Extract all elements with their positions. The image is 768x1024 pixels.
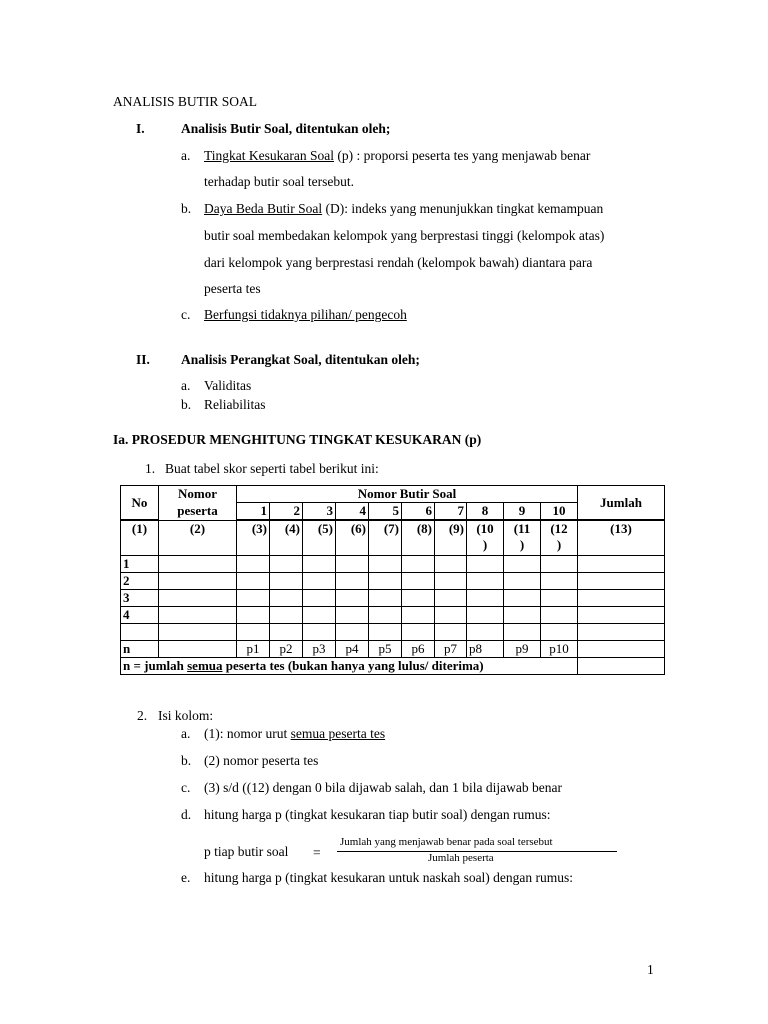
section-2-title: Analisis Perangkat Soal, ditentukan oleh; xyxy=(181,352,420,367)
p-value: p6 xyxy=(402,641,435,658)
item-b-line1 xyxy=(204,201,603,217)
header-col-5: 5 xyxy=(369,503,402,521)
formula-denominator: Jumlah peserta xyxy=(428,852,494,864)
header-jumlah: Jumlah xyxy=(578,486,665,521)
row-number xyxy=(121,624,159,641)
item-c-letter: c. xyxy=(181,307,191,322)
code-jumlah: (13) xyxy=(578,520,665,556)
item-b-line4: peserta tes xyxy=(204,281,261,296)
item-a-line1 xyxy=(204,148,590,164)
row-number: 1 xyxy=(121,556,159,573)
step-2-text: Isi kolom: xyxy=(158,708,214,723)
p-value: p8 xyxy=(467,641,504,658)
header-col-8: 8 xyxy=(467,503,504,521)
p-value: p4 xyxy=(336,641,369,658)
item-validitas: Validitas xyxy=(204,378,252,393)
step-2b-text: (2) nomor peserta tes xyxy=(204,753,319,768)
header-col-7: 7 xyxy=(435,503,467,521)
page-number: 1 xyxy=(647,962,654,977)
table-header-row-3 xyxy=(121,520,665,556)
item-reliabilitas: Reliabilitas xyxy=(204,397,266,412)
item-c-term: Berfungsi tidaknya pilihan/ pengecoh xyxy=(204,307,407,322)
step-2-number: 2. xyxy=(137,708,148,723)
step-2c-text: (3) s/d ((12) dengan 0 bila dijawab salah, dan 1 bila dijawab benar xyxy=(204,780,563,795)
table-note-row xyxy=(121,658,665,675)
code-col-9-a: (11 xyxy=(513,521,531,536)
step-1-number: 1. xyxy=(145,461,156,476)
p-value: p7 xyxy=(435,641,467,658)
p-value: p3 xyxy=(303,641,336,658)
step-2a-pre: (1): nomor urut xyxy=(204,726,291,741)
table-row xyxy=(121,590,665,607)
step-2a-letter: a. xyxy=(181,726,191,741)
row-number: 4 xyxy=(121,607,159,624)
table-row xyxy=(121,624,665,641)
code-col-10 xyxy=(541,520,578,556)
step-2d-letter: d. xyxy=(181,807,192,822)
step-2b-letter: b. xyxy=(181,753,192,768)
table-row xyxy=(121,607,665,624)
code-col-6: (8) xyxy=(402,520,435,556)
code-peserta: (2) xyxy=(159,520,237,556)
item-a-letter: a. xyxy=(181,148,191,163)
p-value: p2 xyxy=(270,641,303,658)
item-validitas-letter: a. xyxy=(181,378,191,393)
step-2d-text: hitung harga p (tingkat kesukaran tiap butir soal) dengan rumus: xyxy=(204,807,551,822)
section-1-number: I. xyxy=(136,121,145,136)
row-number: 3 xyxy=(121,590,159,607)
p-value: p10 xyxy=(541,641,578,658)
step-2e-letter: e. xyxy=(181,870,191,885)
item-a-text: (p) : proporsi peserta tes yang menjawab benar xyxy=(334,148,591,163)
code-col-1: (3) xyxy=(237,520,270,556)
code-col-7: (9) xyxy=(435,520,467,556)
section-2-number: II. xyxy=(136,352,150,367)
row-n-label: n xyxy=(121,641,159,658)
header-nomor: Nomor xyxy=(159,486,237,503)
section-ia-title: Ia. PROSEDUR MENGHITUNG TINGKAT KESUKARAN (p) xyxy=(113,432,482,447)
header-col-9: 9 xyxy=(504,503,541,521)
p-value: p9 xyxy=(504,641,541,658)
formula-lhs: p tiap butir soal xyxy=(204,844,289,859)
step-1-text: Buat tabel skor seperti tabel berikut ini: xyxy=(165,461,379,476)
header-col-10: 10 xyxy=(541,503,578,521)
step-2c-letter: c. xyxy=(181,780,191,795)
code-col-10-b: ) xyxy=(556,537,562,552)
table-header-row-1 xyxy=(121,486,665,503)
header-peserta: peserta xyxy=(159,503,237,521)
code-col-2: (4) xyxy=(270,520,303,556)
header-col-6: 6 xyxy=(402,503,435,521)
table-row xyxy=(121,573,665,590)
item-b-line3: dari kelompok yang berprestasi rendah (kelompok bawah) diantara para xyxy=(204,255,593,270)
table-row-n xyxy=(121,641,665,658)
code-col-10-a: (12 xyxy=(550,521,568,536)
note-post: peserta tes (bukan hanya yang lulus/ diterima) xyxy=(222,658,484,673)
step-2a-underlined: semua peserta tes xyxy=(290,726,386,741)
section-1-title: Analisis Butir Soal, ditentukan oleh; xyxy=(181,121,391,136)
code-no: (1) xyxy=(121,520,159,556)
code-col-8-b: ) xyxy=(482,537,488,552)
code-col-9 xyxy=(504,520,541,556)
code-col-8-a: (10 xyxy=(476,521,494,536)
item-reliabilitas-letter: b. xyxy=(181,397,192,412)
note-underlined: semua xyxy=(187,658,223,673)
item-b-line2: butir soal membedakan kelompok yang berprestasi tinggi (kelompok atas) xyxy=(204,228,605,243)
code-col-4: (6) xyxy=(336,520,369,556)
item-a-term: Tingkat Kesukaran Soal xyxy=(204,148,334,163)
note-pre: n = jumlah xyxy=(123,658,188,673)
header-no: No xyxy=(121,486,159,521)
header-col-3: 3 xyxy=(303,503,336,521)
table-note xyxy=(121,658,578,675)
header-col-1: 1 xyxy=(237,503,270,521)
p-value: p5 xyxy=(369,641,402,658)
code-col-8 xyxy=(467,520,504,556)
code-col-9-b: ) xyxy=(519,537,525,552)
item-b-text: (D): indeks yang menunjukkan tingkat kemampuan xyxy=(322,201,604,216)
row-number: 2 xyxy=(121,573,159,590)
item-a-line2: terhadap butir soal tersebut. xyxy=(204,174,354,189)
item-b-term: Daya Beda Butir Soal xyxy=(204,201,323,216)
code-col-3: (5) xyxy=(303,520,336,556)
header-col-2: 2 xyxy=(270,503,303,521)
step-2a-text xyxy=(204,726,385,742)
table-row xyxy=(121,556,665,573)
formula-numerator: Jumlah yang menjawab benar pada soal tersebut xyxy=(340,836,553,848)
page-heading: ANALISIS BUTIR SOAL xyxy=(113,94,258,109)
step-2e-text: hitung harga p (tingkat kesukaran untuk naskah soal) dengan rumus: xyxy=(204,870,574,885)
score-table xyxy=(120,485,665,675)
formula-equals: = xyxy=(313,845,321,860)
header-col-4: 4 xyxy=(336,503,369,521)
code-col-5: (7) xyxy=(369,520,402,556)
item-b-letter: b. xyxy=(181,201,192,216)
header-nomor-butir-soal: Nomor Butir Soal xyxy=(237,486,578,503)
p-value: p1 xyxy=(237,641,270,658)
